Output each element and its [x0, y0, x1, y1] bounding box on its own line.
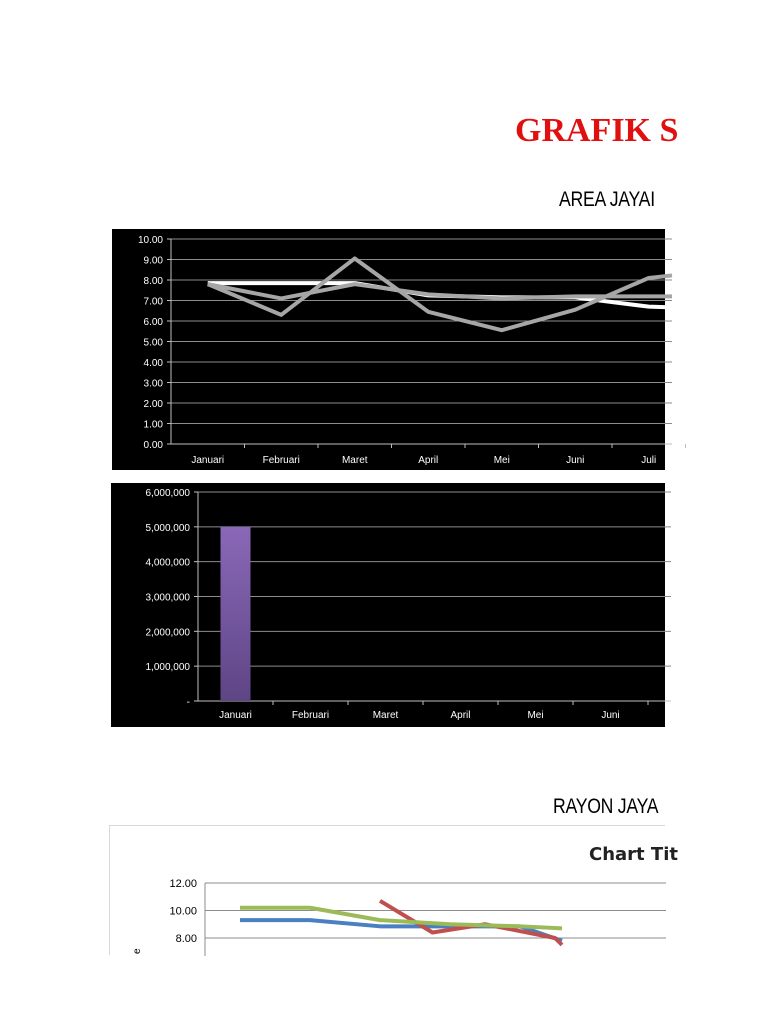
x-tick-label: Juli — [641, 455, 657, 466]
y-tick-label: 7.00 — [143, 296, 163, 308]
y-tick-label: 9.00 — [143, 255, 163, 267]
y-tick-label: 8.00 — [143, 276, 163, 287]
x-tick-label: Januari — [191, 455, 225, 466]
y-tick-label: 3,000,000 — [145, 592, 190, 604]
rayon-chart-title: Chart Tit — [589, 844, 678, 865]
x-tick-label: Januari — [219, 710, 252, 721]
y-tick-label: 4.00 — [143, 358, 163, 369]
y-tick-label: - — [186, 697, 190, 708]
rayon-line-chart — [109, 825, 678, 955]
y-tick-label: 1,000,000 — [145, 662, 190, 674]
y-axis-label-fragment: e — [132, 948, 143, 954]
x-tick-label: Juni — [601, 710, 620, 721]
y-tick-label: 6,000,000 — [145, 488, 190, 499]
bar — [221, 527, 251, 701]
x-tick-label: Juni — [566, 455, 585, 466]
area-bar-chart — [111, 483, 665, 727]
page-title: GRAFIK S — [515, 112, 679, 149]
y-tick-label: 1.00 — [143, 419, 163, 431]
x-tick-label: April — [450, 710, 471, 721]
y-tick-label: 10.00 — [137, 235, 163, 246]
rayon-line-chart-svg — [110, 826, 666, 956]
area-bar-chart-svg — [111, 483, 665, 727]
y-tick-label: 12.00 — [169, 878, 197, 890]
y-tick-label: 5.00 — [143, 337, 163, 349]
x-tick-label: April — [418, 455, 439, 466]
x-tick-label: Mei — [527, 710, 544, 721]
area-line-chart-svg — [112, 229, 665, 470]
y-tick-label: 8.00 — [175, 933, 197, 945]
x-tick-label: Maret — [341, 455, 368, 466]
area-line-chart — [112, 229, 665, 470]
x-tick-label: Maret — [372, 710, 399, 721]
y-tick-label: 4,000,000 — [145, 557, 190, 569]
y-tick-label: 2,000,000 — [145, 627, 190, 639]
y-tick-label: 2.00 — [143, 399, 163, 410]
y-tick-label: 5,000,000 — [145, 522, 190, 534]
rayon-section-title: RAYON JAYA — [553, 795, 659, 818]
y-tick-label: 6.00 — [143, 317, 163, 328]
y-tick-label: 10.00 — [169, 905, 197, 918]
y-tick-label: 3.00 — [143, 378, 163, 390]
area-section-title: AREA JAYAI — [559, 188, 655, 211]
x-tick-label: Februari — [262, 455, 300, 466]
y-tick-label: 0.00 — [143, 440, 163, 451]
x-tick-label: Mei — [493, 455, 510, 466]
x-tick-label: Februari — [291, 710, 330, 721]
